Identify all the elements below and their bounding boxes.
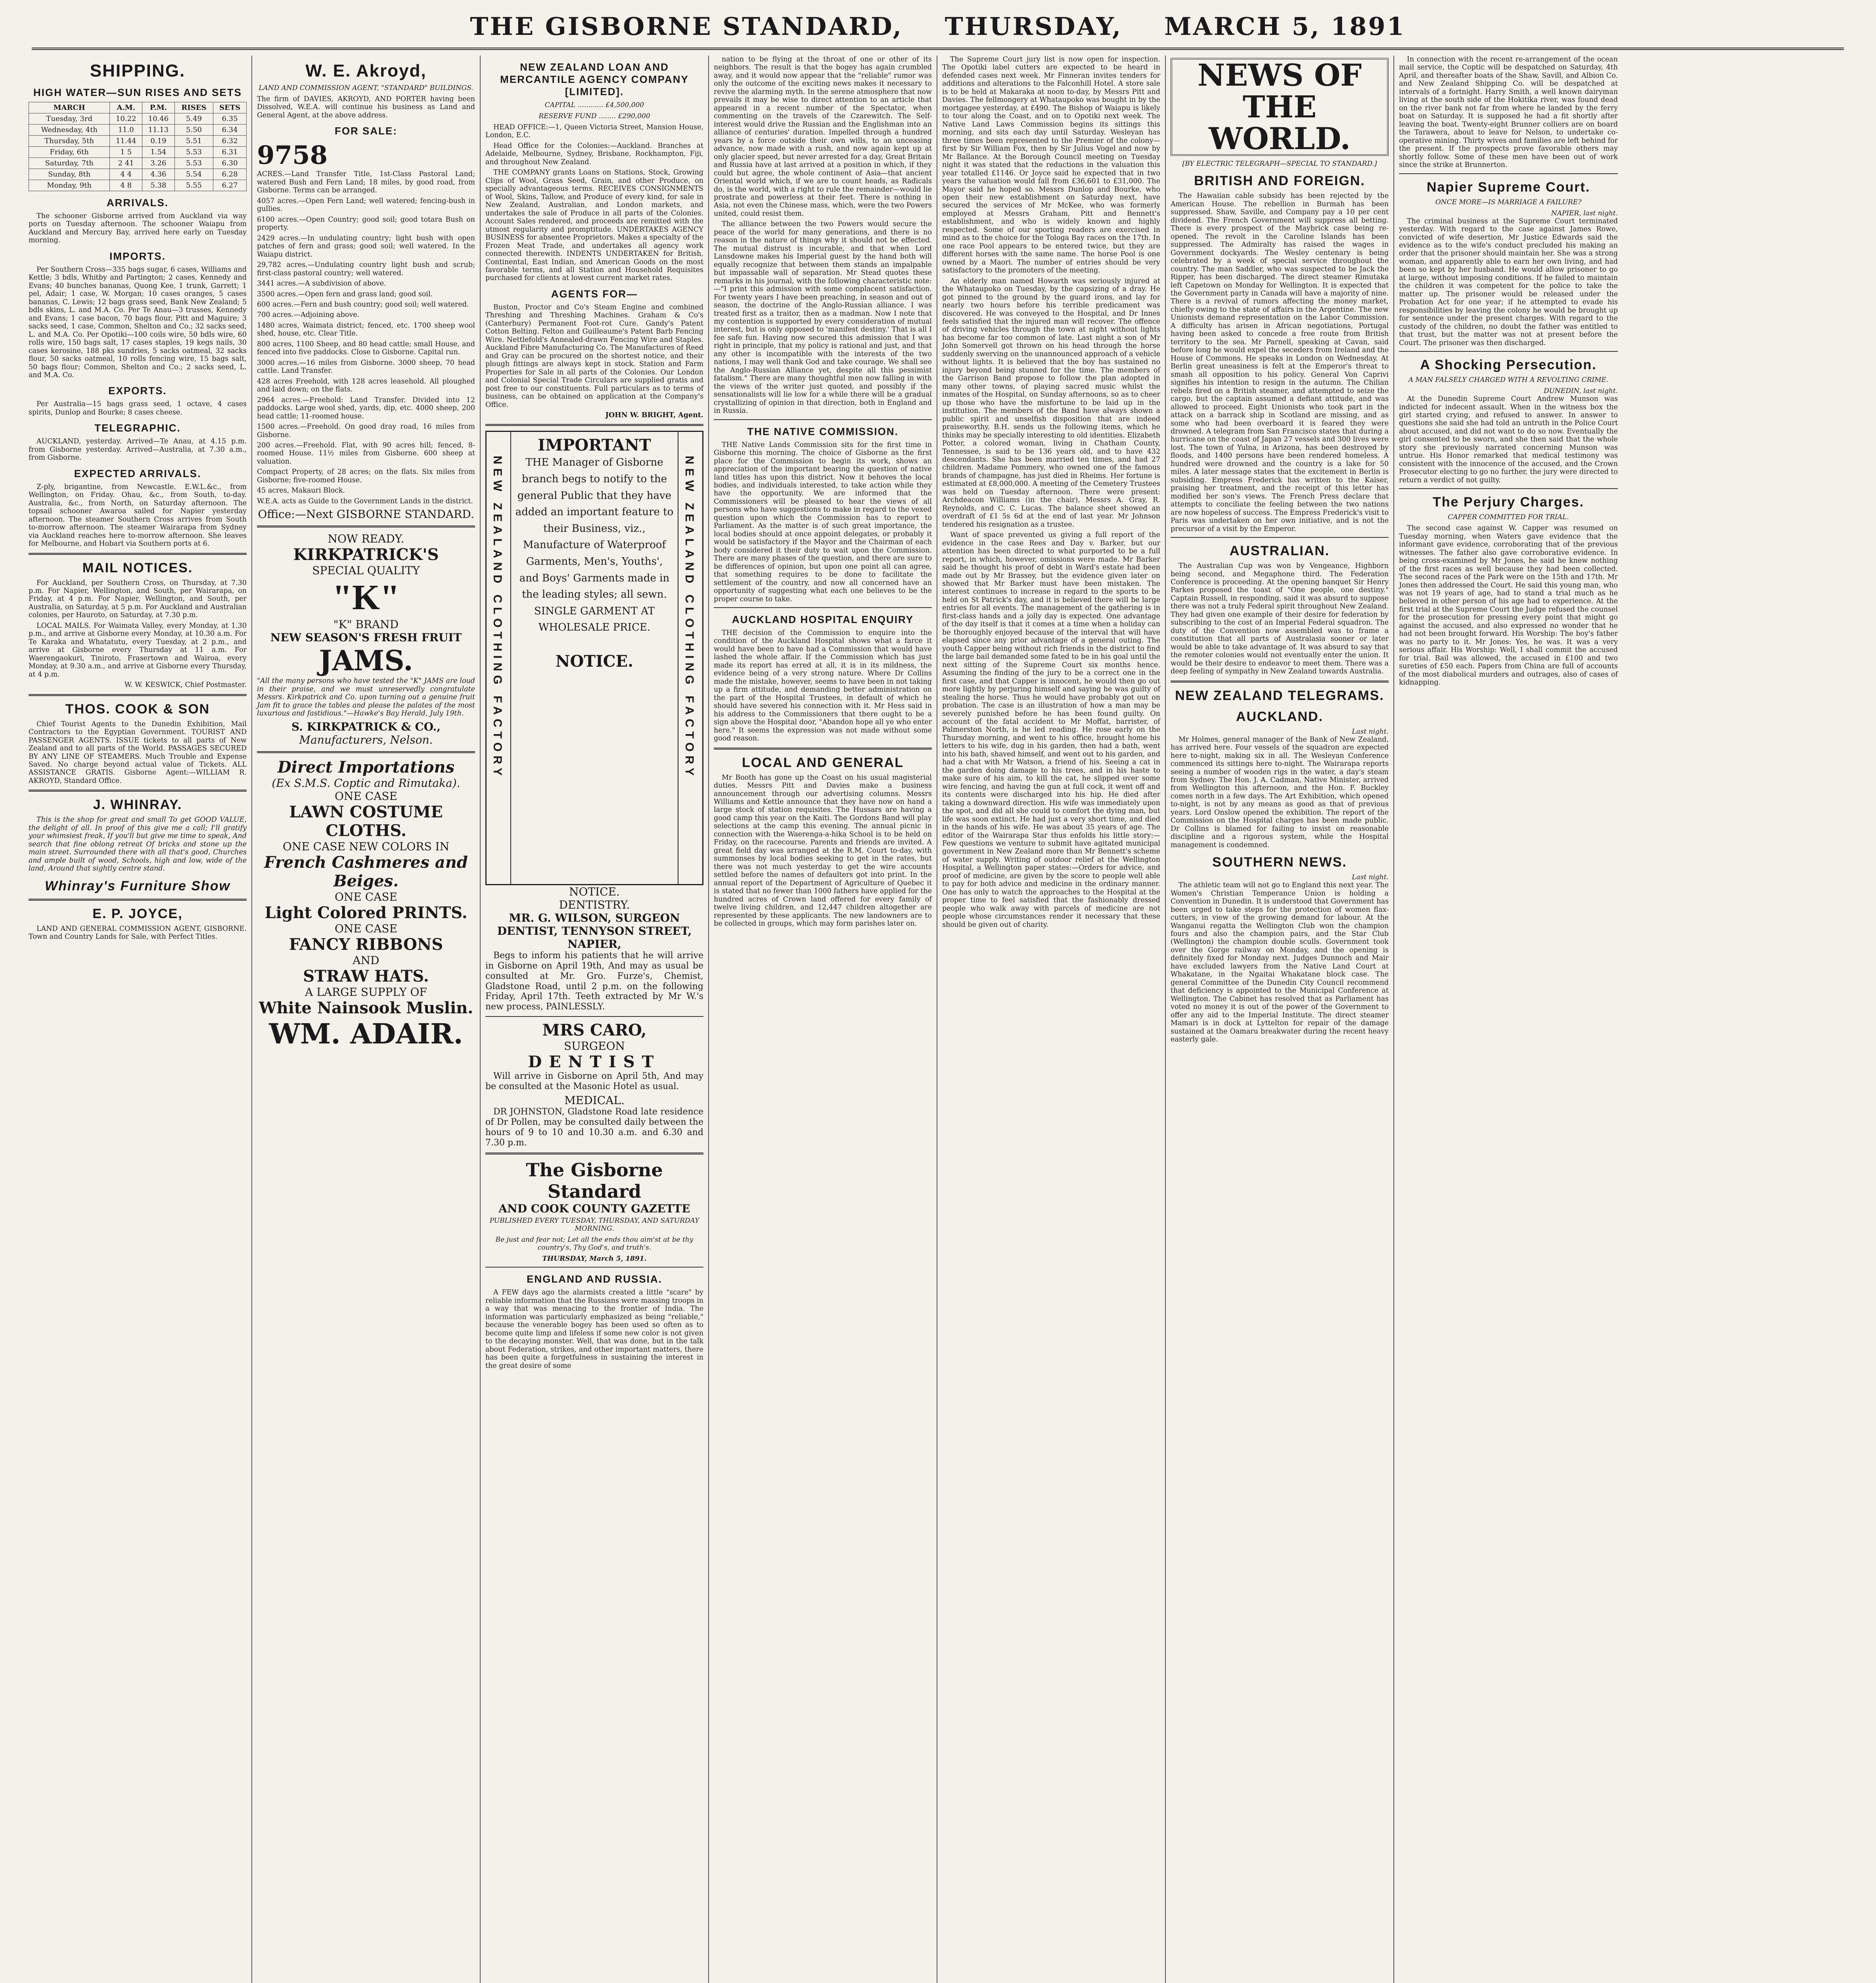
tide-table — [29, 102, 247, 191]
whinray-heading: J. WHINRAY. — [93, 797, 182, 813]
tide-cell: 6.30 — [213, 158, 247, 169]
wilson-text: Begs to inform his patients that he will arrive in Gisborne on April 19th, And may as usual be consulted at Mr. Gro. Furze's, Chemist, Gladstone Road, until 2 p.m. on the following Friday, April 17th. Teeth extracted by Mr W.'s new process, PAINLESSLY. — [485, 951, 703, 1012]
mail-text: For Auckland, per Southern Cross, on Thursday, at 7.30 p.m. For Napier, Wellington, and South, per Wairarapa, on Friday, at 4 p.m. For Napier, Wellington, and South, per Australia, on Saturday, at 5 p.m. For Auckland and Australian colonies, per Hauroto, on Saturday, at 7.30 p.m. — [29, 579, 247, 619]
reserve-line: RESERVE FUND ........ £290,000 — [538, 112, 650, 120]
divider — [714, 419, 932, 420]
tide-cell: 5.55 — [174, 180, 213, 191]
auckland-heading: AUCKLAND. — [1236, 709, 1324, 724]
tide-row — [29, 180, 247, 191]
tide-cell: 4 8 — [110, 180, 142, 191]
vertical-strip-left — [487, 432, 511, 884]
akroyd-subheading: LAND AND COMMISSION AGENT, "STANDARD" BUILDINGS. — [259, 84, 473, 92]
divider — [714, 748, 932, 750]
divider — [29, 694, 247, 696]
straw-hats: STRAW HATS. — [303, 967, 429, 986]
now-ready: NOW READY. — [328, 532, 404, 546]
england-russia-heading: ENGLAND AND RUSSIA. — [527, 1273, 662, 1285]
tide-cell: 5.53 — [174, 147, 213, 158]
local-general-cont: Want of space prevented us giving a full report of the evidence in the case Rees and Day v. Barker, but our attention has been directed to what purported to be a full report, in which, however, omissions were made. Mr Barker said he thought his proof of debt in Ward's estate had been made out by Mr Brassey, but the evidence given later on showed that Mr Barker must have been mistaken. The interest continues to increase in regard to the sports to be held on St Patrick's day, and it is believed there will be large entries for all events. The management of the gathering is in first-class hands and a jolly day is expected. One advantage of the day itself is that it comes at a time when a holiday can be thoroughly enjoyed because of the interval that will have elapsed since any prior advantage of a general outing. The youth Capper being without rich friends in the district to find the large bail demanded some fated to be in his goal until the next sitting of the Supreme Court six months hence. Assuming the finding of the jury to be a correct one in the first case, and that Capper is innocent, he would then go out more lightly by perjuring himself and saying he was guilty of stealing the horse. Thus he would have probably got out on probation. The case is an illustration of how a man may be severely punished before he has been found guilty. On account of the fatal accident to Mr Moffat, barrister, of Palmerston North, is he led reading. He rose early on the Thursday morning, and went to his office, brought home his letters to his wife, dug in his garden, then had a bath, went into his bath, shaved himself, and went out to his garden, and had a chat with Mr Watson, a friend of his. Seeing a cat in the garden doing damage to his trees, and in his haste to make sure of his aim, to kill the cat, he slipped over some wire fencing, and having the gun at full cock, it went off and its contents were discharged into his hip. He died after taking a downward direction. His wife was immediately upon the spot, and did all she could to comfort the dying man, but life was soon extinct. He had just a very short time, and died in the hands of his wife. He was about 35 years of age. The editor of the Wairarapa Star thus enfolds his little story:—Few questions we venture to submit have agitated municipal government in New Zealand more than Mr Bennett's scheme of water supply. Writing of outdoor relief at the Wellington Hospital, a Wellington paper states:—Orders for advice, and proof of medicine, are given by the score to people well able to pay for both advice and medicine in the ordinary manner. One has only to watch the approaches to the Hospital at the proper time to feel satisfied that the fashionably dressed people who walk away with parcels of medicine are not people whose circumstances render it necessary that these should be given out of charity. — [942, 531, 1160, 929]
lawn-costume: LAWN COSTUME CLOTHS. — [289, 802, 443, 840]
gazette-title: The Gisborne Standard — [526, 1159, 663, 1202]
hospital-text: THE decision of the Commission to enquire into the condition of the Auckland Hospital shows what a farce it would have been to have had a Commission that would have lashed the whole affair. If the Commission which has just made its report has erred at all, it is in its mildness, the evidence being of a very strong nature. Where Dr Collins made the mistake, however, seems to have been in not taking up a firm attitude, and demanding better administration on the part of the Hospital Trustees, in default of which he should have severed his connection with it. Mr Hess said in his address to the Commissioners that there ought to be a sign above the Hospital door, "Abandon hope all ye who enter here." It seems the expression was not made without some good reason. — [714, 629, 932, 743]
persecution-sub: A MAN FALSELY CHARGED WITH A REVOLTING CRIME. — [1408, 376, 1609, 384]
column-1 — [24, 56, 252, 1983]
tide-header-row — [29, 102, 247, 113]
for-sale-heading: FOR SALE: — [334, 125, 398, 137]
divider — [1399, 173, 1618, 174]
tide-cell: Friday, 6th — [29, 147, 110, 158]
england-russia-cont: The alliance between the two Powers would secure the peace of the world for many generations, and there is no reason in the nature of things why it should not be effected. The mutual distrust is incurable, and that when Lord Lansdowne makes his Imperial guest by the hand both will equally recognize that between them stands an impalpable but impassable wall of separation. Mr Stead quotes these remarks in his journal, with the following characteristic note:—"I print this admission with some complacent satisfaction. For twenty years I have been preaching, in season and out of season, the doctrine of the Anglo-Russian alliance. I was treated first as a traitor, then as a madman. Now I note that my contention is supported by every consideration of mutual interest, but is only opposed to 'manifest destiny.' That is all I fee safe fun. Having now secured this admission that I was right in principle, that my policy is rational and just, and that any other is incompatible with the interests of the two nations, I may well thank God and take courage. We shall see the Anglo-Russian Alliance yet, despite all this pessimist fatalism." There are many thoughtful men now falling in with the views of the writer just quoted, and possibly if the sensationalists will lie low for a while there will be a gradual crystallizing of opinion in that direction, both in England and in Russia. — [714, 220, 932, 415]
divider — [485, 1267, 703, 1268]
tide-cell: Monday, 9th — [29, 180, 110, 191]
napier-court-sub: ONCE MORE—IS MARRIAGE A FAILURE? — [1435, 198, 1582, 206]
tide-cell: 4 4 — [110, 169, 142, 180]
arrivals-text: The schooner Gisborne arrived from Auckland via way ports on Tuesday afternoon. The schooner Waiapu from Auckland and Mercury Bay, arrived here early on Tuesday morning. — [29, 212, 247, 245]
paper-name: THE GISBORNE STANDARD, — [470, 12, 903, 41]
tide-cell: 2 41 — [110, 158, 142, 169]
columns — [24, 56, 1852, 1983]
southern-news-text: The athletic team will not go to England this next year. The Women's Christian Temperance Union is holding a Convention in Dunedin. It is understood that Government has been urged to take steps for the protection of women flax-cutters, in view of the growing demand for labour. At the Wanganui regatta the Wellington Club won the champion fours and also the champion pairs, and the Star Club (Wellington) the champion double sculls. Government took over the Gorge railway on Monday, and the opening is definitely fixed for Monday next. Judges Dunnoch and Mair have excluded lawyers from the Native Land Court at Whakatane, in the Ngaitai Whakatane block case. The general Committee of the Dunedin City Council recommend that deficiency is appointed to the Municipal Conference at Wellington. The Cabinet has resolved that as Parliament has voted no money it is out of the power of the Government to offer any aid to the Imperial Institute. The direct steamer Mamari is in dock at Lyttelton for repair of the damage sustained at the Oamaru breakwater during the recent heavy easterly gale. — [1171, 881, 1389, 1044]
johnston-text: DR JOHNSTON, Gladstone Road late residence of Dr Pollen, may be consulted daily between the hours of 9 to 10 and 10.30 a.m. and 6.30 and 7.30 p.m. — [485, 1107, 703, 1148]
gazette-subtitle: AND COOK COUNTY GAZETTE — [498, 1202, 690, 1216]
perjury-heading: The Perjury Charges. — [1432, 495, 1584, 510]
sale-item: 2429 acres.—In undulating country; light bush with open patches of fern and grass; good soil; well watered. In the Waiapu district. — [257, 234, 475, 259]
imports-text: Per Southern Cross—335 bags sugar, 6 cases, Williams and Kettle; 3 bdls, Whitby and Partington; 2 cases, Kennedy and Evans; 40 bunches bananas, Quong Kee, 1 trunk, Garrett; 1 pel, Adair; 1 case, W. Morgan; 10 cases oranges, 5 cases bananas, C. Lewis; 12 bags grass seed, Bank New Zealand; 5 bdls skins, L. and M.A. Co. Per Te Anau—3 trusses, Kennedy and Evans; 1 case bacon, 70 bags flour, Pitt and Maguire; 3 sacks seed, 1 case, Common, Shelton and Co.; 32 sacks seed, L. and M.A. Co. Per Opotiki—100 coils wire, 50 bdls wire, 60 rolls wire, 150 bags salt, 17 cases staples, 19 kegs nails, 30 cases kerosine, 188 pks sundries, 5 sacks oatmeal, 32 sacks flour, 50 sacks oatmeal, 10 rolls fencing wire, 15 bags salt, 50 bags flour; Common, Shelton and Co.; 2 sacks seed, L. and M.A. Co. — [29, 265, 247, 379]
and-label: AND — [353, 953, 379, 967]
tide-row — [29, 147, 247, 158]
tide-cell: 5.49 — [174, 113, 213, 125]
whinray-show: Whinray's Furniture Show — [45, 878, 230, 894]
persecution-heading: A Shocking Persecution. — [1420, 357, 1597, 373]
tide-cell: 6.31 — [213, 147, 247, 158]
southern-news-heading: SOUTHERN NEWS. — [1212, 855, 1347, 870]
tide-cell: 6.27 — [213, 180, 247, 191]
tide-row — [29, 113, 247, 125]
divider — [1171, 537, 1389, 538]
notice-heading: NOTICE. — [555, 652, 634, 671]
british-foreign-heading: BRITISH AND FOREIGN. — [1194, 173, 1365, 189]
sale-item: 3500 acres.—Open fern and grass land; good soil. — [257, 290, 433, 298]
shipping-heading: SHIPPING. — [90, 61, 186, 81]
agents-heading: AGENTS FOR— — [551, 288, 638, 300]
australian-text: The Australian Cup was won by Vengeance, Highborn being second, and Megaphone third. The Federation Conference is proceeding. At the opening banquet Sir Henry Parkes proposed the toast of "One people, one destiny." Captain Russell, in responding, said it was absurd to suppose there was not a truly Federal spirit throughout New Zealand. They had given one example of their desire for federation by subscribing to the cost of an Imperial Federal squadron. The duty of the Convention now assembled was to frame a constitution that all parts of Australasia sooner or later would be able to take advantage of. It was absurd to say that the remoter colonies would not eventually enter the union. It would be their desire to endeavor to meet them. There was a deep feeling of sympathy in New Zealand towards Australia. — [1171, 562, 1389, 676]
tide-col-header: MARCH — [29, 102, 110, 113]
telegraphic-heading: TELEGRAPHIC. — [94, 422, 181, 434]
mail-heading: MAIL NOTICES. — [82, 560, 193, 575]
akroyd-office: Office:—Next GISBORNE STANDARD. — [258, 508, 474, 521]
sale-item: ACRES.—Land Transfer Title, 1st-Class Pastoral Land; watered Bush and Fern Land; 18 miles, by good road, from Gisborne. Terms can be arranged. — [257, 170, 475, 195]
tide-cell: 4.36 — [142, 169, 175, 180]
tide-cell: Saturday, 7th — [29, 158, 110, 169]
tide-cell: 1.54 — [142, 147, 175, 158]
sale-item: 200 acres.—Freehold. Flat, with 90 acres hill; fenced, 8-roomed House. 11½ miles from Gisborne. 600 sheep at valuation. — [257, 441, 475, 466]
tide-col-header: A.M. — [110, 102, 142, 113]
tide-cell: 11.44 — [110, 136, 142, 147]
joyce-text: LAND AND GENERAL COMMISSION AGENT, GISBORNE. Town and Country Lands for Sale, with Perfect Titles. — [29, 924, 247, 941]
k-brand-label: "K" BRAND — [333, 618, 399, 631]
england-russia-cont: nation to be flying at the throat of one or other of its neighbors. The result is that the bogey has again crumbled away, and it would now appear that the "reliable" rumor was only the outcome of the exciting news makes it necessary to revive the alarming myth. In the serene atmosphere that now prevails it may be wise to direct attention to an article that appeared in a recent number of the Spectator, when commenting on the travels of the Czarewitch. The Self-interest would drive the Russian and the Englishman into an alliance of centuries' duration. Impelled through a hundred years by a force outside their own wills, to an unceasing advance, now made with a rush, and now again kept up at only glacier speed, but never arrested for a day, Great Britain and Russia have at last arrived at a position in which, if they could but agree, the whole continent of Asia—that ancient Oriental world which, if we are to count heads, as Radicals do, is the world, with a right to rule the remainder—would lie prostrate and powerless at their feet. There is nothing in Asia, not even the Chinese mass, which, were the two Powers united, could resist them. — [714, 56, 932, 218]
australian-heading: AUSTRALIAN. — [1229, 543, 1330, 559]
light-prints: Light Colored PRINTS. — [264, 903, 468, 922]
dentistry-heading: DENTISTRY. — [559, 898, 630, 912]
tide-cell: 0.19 — [142, 136, 175, 147]
imports-heading: IMPORTS. — [109, 250, 166, 262]
tide-col-header: RISES — [174, 102, 213, 113]
tide-cell: 5.54 — [174, 169, 213, 180]
expected-text: Z-ply, brigantine, from Newcastle. E.W.L.&c., from Wellington, on Friday. Ohau, &c., from South, to-day. Australia, &c., from North, on Saturday afternoon. The topsail schooner Awaroa sailed for Napier yesterday afternoon. The steamer Southern Cross arrives from South to-morrow afternoon. The steamer Wairarapa from Sydney via Auckland reaches here to-morrow afternoon. She leaves for Melbourne, and Hobart via Southern ports at 6. — [29, 483, 247, 548]
sale-item: 428 acres Freehold, with 128 acres leasehold. All ploughed and laid down; on the flats. — [257, 377, 475, 394]
kirkpatrick-company: S. KIRKPATRICK & CO., — [291, 720, 441, 733]
telegraph-note: [BY ELECTRIC TELEGRAPH—SPECIAL TO STANDARD.] — [1182, 160, 1377, 168]
column-7 — [1394, 56, 1623, 1983]
sale-item: 29,782 acres.—Undulating country light bush and scrub; first-class pastoral country; well watered. — [257, 261, 475, 277]
large-supply: A LARGE SUPPLY OF — [305, 985, 427, 999]
postmaster-signature: W. W. KESWICK, Chief Postmaster. — [124, 681, 247, 689]
local-general-cont: An elderly man named Howarth was seriously injured at the Whataupoko on Tuesday, by the capsizing of a dray. He got pinned to the ground by the guard irons, and lay for nearly two hours before his terrible predicament was discovered. He was conveyed to the Hospital, and Dr Innes feels satisfied that the injured man will recover. The offence of driving vehicles through the town at night without lights has become far too common of late. Last night a son of Mr John Somervell got thrown on his head through the horse suddenly swerving on the unannounced approach of a vehicle without lights. It is believed that the boy has sustained no injury beyond being stunned for the time. The members of the Garrison Band propose to follow the plan adopted in many other towns, of playing sacred music whilst the inmates of the Hospital, on Sunday afternoons, so as to cheer up those who have the misfortune to be laid up in the institution. The members of the Band have always shown a public spirit and unselfish disposition that are indeed praiseworthy. B.H. sends us the following items, which he thinks may be specially interesting to old identities. Elizabeth Potter, a colored woman, living in Chatham County, Tennessee, is said to be 136 years old, and to have 432 descendants. She has been married ten times, and had 27 children. Madame Pommery, who owned one of the famous brands of champagne, has just died in Rheims. Her fortune is estimated at £8,000,000. A meeting of the Cemetery Trustees was held on Tuesday afternoon. There were present: Archdeacon Williams (in the chair), Messrs A. Gray, R. Reynolds, and C. C. Lucas. The balance sheet showed an overdraft of £1 5s 6d at the end of last year. Mr Johnson tendered his resignation as a trustee. — [942, 277, 1160, 529]
sale-item: 2964 acres.—Freehold: Land Transfer. Divided into 12 paddocks. Large wool shed, yards, dip, etc. 4000 sheep, 200 head cattle; 11-roomed house. — [257, 396, 475, 420]
tide-cell: 6.34 — [213, 125, 247, 136]
kirkpatrick-location: Manufacturers, Nelson. — [299, 733, 433, 746]
southern-news-cont: In connection with the recent re-arrangement of the ocean mail service, the Coptic will be despatched on Saturday, 4th April, and thereafter boats of the Shaw, Savill, and Albion Co. and New Zealand Shipping Co. will be despatched at intervals of a fortnight. Harry Smith, a well known dairyman living at the south side of the Hokitika river, was found dead on the river bank not far from where he landed by the ferry boat on Saturday. It is supposed he had a fit shortly after leaving the boat. Twenty-eight Brunner colliers are on board the Tarawera, about to leave for Nelson, to undertake co-operative mining. Thirty wives and families are left behind for the present. If the prospects prove favorable others may shortly follow. Some of these men have been out of work since the strike at Brunnerton. — [1399, 56, 1618, 169]
tide-cell: 1 5 — [110, 147, 142, 158]
local-general-cont: The Supreme Court jury list is now open for inspection. The Opotiki label cutters are expected to be heard in defended cases next week. Mr Finneran invites tenders for additions and alterations to the Falconhill Hotel. A store sale is to be held at Makaraka at noon to-day, by Messrs Pitt and Davies. The fellmongery at Whataupoko was bought in by the mortgagee yesterday, at £490. The Bishop of Waiapu is likely to tour along the Coast, and on to Opotiki next week. The Native Land Laws Commission begins its sittings this morning, and sits each day until Saturday. Wesleyan has three times been represented to the Premier of the colony—first by Sir William Fox, then by Sir Julius Vogel and now by Mr Ballance. At the Borough Council meeting on Tuesday night it was stated that the reductions in the valuation this year totalled £1146. Or Joyce said he expected that in two years the valuation would fall from £36,601 to £31,000. The Mayor said he hoped so. Messrs Dunlop and Bourke, who open their new establishment on Saturday next, have secured the services of Mr McKee, who was formerly employed at Messrs Graham, Pitt and Bennett's establishment, and who is widely known and highly respected. Some of our sporting readers are exercised in mind as to the choice for the Tologa Bay races on the 17th. In one race Pool appears to be entered twice, but they are different horses with the same name. The horse Pool is one owned by a Maori. The number of entries should be very satisfactory to the promoters of the meeting. — [942, 56, 1160, 275]
vertical-strip-right — [678, 432, 702, 884]
divider — [257, 525, 475, 527]
cook-text: Chief Tourist Agents to the Dunedin Exhibition, Mail Contractors to the Egyptian Government. TOURIST AND PASSENGER AGENTS. ISSUE tickets to all parts of New Zealand and to all parts of the World. PASSAGES SECURED BY ANY LINE OF STEAMERS. Much Trouble and Expense Saved. No charge beyond actual value of Tickets. ALL ASSISTANCE GRATIS. Gisborne Agent:—WILLIAM R. AKROYD, Standard Office. — [29, 720, 247, 785]
divider — [485, 424, 703, 426]
direct-importations-sub: (Ex S.M.S. Coptic and Rimutaka). — [272, 776, 460, 790]
special-quality: SPECIAL QUALITY — [312, 564, 420, 577]
tide-cell: 5.51 — [174, 136, 213, 147]
tide-col-header: P.M. — [142, 102, 175, 113]
nz-telegrams-heading: NEW ZEALAND TELEGRAMS. — [1175, 688, 1384, 703]
divider — [485, 1016, 703, 1017]
hospital-heading: AUCKLAND HOSPITAL ENQUIRY — [732, 614, 914, 625]
column-4 — [709, 56, 937, 1983]
divider — [29, 553, 247, 555]
news-of-world-banner: NEWS OF THE WORLD. — [1171, 58, 1389, 156]
clothing-factory-ad — [485, 431, 703, 885]
cook-heading: THOS. COOK & SON — [65, 701, 210, 717]
sale-item: 600 acres.—Fern and bush country; good soil; well watered. — [257, 300, 469, 309]
published-line: PUBLISHED EVERY TUESDAY, THURSDAY, AND SATURDAY MORNING. — [489, 1217, 699, 1233]
sale-item: 3000 acres.—16 miles from Gisborne. 3000 sheep, 70 head cattle. Land Transfer. — [257, 359, 475, 375]
tide-cell: 5.50 — [174, 125, 213, 136]
sale-item: 700 acres.—Adjoining above. — [257, 311, 360, 319]
jams-heading: JAMS. — [319, 644, 413, 677]
perjury-sub: CAPPER COMMITTED FOR TRIAL. — [1448, 513, 1569, 522]
exports-heading: EXPORTS. — [108, 385, 167, 397]
local-general-text: Mr Booth has gone up the Coast on his usual magisterial duties. Messrs Pitt and Davies make a business announcement through our advertising columns. Messrs Williams and Kettle announce that they have now on hand a large stock of station requisites. The Hussars are having a good camp this year on the Kaiti. The Gordons Band will play selections at the camp this evening. The annual picnic in connection with the Waerenga-a-hika School is to be held on Friday, on the racecourse. Parents and friends are invited. A great field day was arranged at the R.M. Court to-day, with summonses by local bodies seeking to get in the rates, but there was not much yesterday to get the wire accounts settled before the names of defaulters got into print. In the annual report of the Department of Agriculture of Quebec it is stated that no fewer than 1000 fathers have applied for the hundred acres of Crown land offered for every family of twelve living children, and 12,447 children altogether are represented by these applicants. The new landowners are to be collected in groups, which may form parishes later on. — [714, 773, 932, 928]
divider — [714, 607, 932, 608]
bright-signature: JOHN W. BRIGHT, Agent. — [605, 411, 703, 419]
nz-loan-heading: NEW ZEALAND LOAN AND MERCANTILE AGENCY COMPANY [LIMITED]. — [500, 61, 689, 98]
caro-heading: MRS CARO, — [542, 1020, 647, 1039]
column-3 — [481, 56, 709, 1983]
notice-heading: NOTICE. — [569, 885, 620, 899]
tide-row — [29, 169, 247, 180]
sale-number: 9758 — [257, 140, 328, 171]
divider — [29, 790, 247, 792]
kirkpatrick-testimonial: "All the many persons who have tested the "K" JAMS are loud in their praise, and we must unreservedly congratulate Messrs. Kirkpatrick and Co. upon turning out a genuine fruit Jam fit to grace the tables and please the palates of the most luxurious and fastidious."—Hawke's Bay Herald, July 19th. — [257, 677, 475, 718]
tide-cell: Tuesday, 3rd — [29, 113, 110, 125]
sale-item: 800 acres, 1100 Sheep, and 80 head cattle; small House, and fenced into five paddocks. Close to Gisborne. Capital run. — [257, 340, 475, 357]
tide-cell: 6.35 — [213, 113, 247, 125]
tide-cell: 3.26 — [142, 158, 175, 169]
persecution-dateline: DUNEDIN, last night. — [1543, 387, 1618, 395]
paper-date: MARCH 5, 1891 — [1164, 12, 1406, 41]
napier-court-text: The criminal business at the Supreme Court terminated yesterday. With regard to the case against James Rowe, convicted of wife desertion, Mr Justice Edwards said the evidence as to the wife's conduct precluded his making an order that the prisoner should maintain her. She was a strong woman, and apparently able to earn her own living, and had been so kept by her husband. He would allow prisoner to go at large, without imposing conditions. If he failed to maintain the children it was competent for the police to take the matter up. The prisoner would be released under the Probation Act for one year; if he attempted to evade his responsibilities by leaving the colony he would be brought up for sentence under the present charges. With regard to the custody of the children, no doubt the father was entitled to that trust, but the matter was not at present before the Court. The prisoner was then discharged. — [1399, 217, 1618, 347]
nainsook-muslin: White Nainsook Muslin. — [259, 998, 473, 1017]
k-brand-letter: "K" — [332, 578, 400, 618]
tide-row — [29, 125, 247, 136]
divider — [485, 1153, 703, 1155]
tide-col-header: SETS — [213, 102, 247, 113]
vertical-strip-text: NEW ZEALAND CLOTHING FACTORY — [683, 456, 696, 780]
caro-surgeon: SURGEON — [563, 1039, 625, 1053]
tide-cell: 10.46 — [142, 113, 175, 125]
native-commission-text: THE Native Lands Commission sits for the first time in Gisborne this morning. The choice of Gisborne as the first place for the Commission to begin its work, shows an appreciation of the important bearing the question of native land titles has upon this district. Now it behoves the local bodies, and individuals interested, to take action while they have the opportunity. We are informed that the Commissioners will be pleased to hear the views of all persons who have suggestions to make in regard to the vexed question upon which the Commission has to report to Parliament. As the matter is of such great importance, the local bodies should at once appoint delegates, or probably it would be satisfactory if the Mayor and the Chairman of each body considered it their duty to wait upon the Commission. There are many phases of the question, and there are sure to be differences of opinion, but upon one point all can agree, that something requires to be done to facilitate the settlement of the country, and now all concerned have an opportunity of suggesting what each one believes to be the proper course to take. — [714, 441, 932, 603]
akroyd-note: W.E.A. acts as Guide to the Government Lands in the district. — [257, 497, 473, 505]
tide-cell: 10.22 — [110, 113, 142, 125]
new-colors: ONE CASE NEW COLORS IN — [282, 840, 450, 853]
direct-importations-heading: Direct Importations — [277, 758, 455, 777]
colonial-office: Head Office for the Colonies:—Auckland. Branches at Adelaide, Melbourne, Sydney, Brisbane, Rockhampton, Fiji, and throughout New Zealand. — [485, 142, 703, 166]
sale-item: Compact Property, of 28 acres; on the flats. Six miles from Gisborne; five-roomed House. — [257, 468, 475, 484]
column-5 — [937, 56, 1166, 1983]
tide-cell: Sunday, 8th — [29, 169, 110, 180]
fancy-ribbons: FANCY RIBBONS — [289, 935, 443, 954]
tide-cell: Thursday, 5th — [29, 136, 110, 147]
tide-cell: 5.53 — [174, 158, 213, 169]
divider — [257, 751, 475, 753]
joyce-heading: E. P. JOYCE, — [92, 906, 183, 921]
divider — [1399, 351, 1618, 352]
kirkpatrick-heading: KIRKPATRICK'S — [293, 545, 439, 564]
sale-item: 1500 acres.—Freehold. On good dray road, 16 miles from Gisborne. — [257, 423, 475, 439]
sale-item: 45 acres, Makauri Block. — [257, 487, 345, 495]
telegraphic-text: AUCKLAND, yesterday. Arrived—Te Anau, at 4.15 p.m. from Gisborne yesterday. Arrived—Australia, at 7.30 a.m., from Gisborne. — [29, 437, 247, 462]
local-mails-text: LOCAL MAILS. For Waimata Valley, every Monday, at 1.30 p.m., and arrive at Gisborne every Monday, at 10.30 a.m. For Te Karaka and Whatatutu, every Tuesday, at 2 p.m., and arrive at Gisborne every Thursday at 11 a.m. For Waerengaokuri, Tiniroto, Frasertown and Wairoa, every Monday, at 9.30 a.m., and arrive at Gisborne every Thursday, at 4 p.m. — [29, 621, 247, 679]
one-case: ONE CASE — [334, 789, 398, 803]
vertical-strip-text: NEW ZEALAND CLOTHING FACTORY — [491, 456, 504, 780]
company-text: THE COMPANY grants Loans on Stations, Stock, Growing Clips of Wool, Grass Seed, Grain, and other Produce, on specially advantageous terms. RECEIVES CONSIGNMENTS of Wool, Skins, Tallow, and Produce of every kind, for sale in New Zealand, Australian, and London markets, and undertakes the sale of Produce in all parts of the Colonies. Account Sales rendered, and proceeds are remitted with the utmost regularity and promptitude. UNDERTAKES AGENCY BUSINESS for absentee Proprietors. Makes a specialty of the Frozen Meat Trade, and undertakes all agency work connected therewith. INDENTS UNDERTAKEN for British, Continental, East Indian, and American Goods on the most favorable terms, and all Station and Household Requisites purchased for clients at lowest current market rates. — [485, 169, 703, 282]
column-2 — [252, 56, 481, 1983]
caro-dentist: DENTIST — [528, 1052, 661, 1071]
england-russia-text: A FEW days ago the alarmists created a little "scare" by reliable information that the Russians were massing troops in a way that was menacing to the frontier of India. The information was particularly emphasized as being "reliable," because the venerable bogey has been used so often as to become quite limp and lifeless if some new color is not given to the decaying monster. Well, that was done, but in the talk about Federation, strikes, and other important matters, there has been quite a forgetfulness in sustaining the interest in the great desire of some — [485, 1289, 703, 1370]
tide-cell: 6.28 — [213, 169, 247, 180]
divider — [29, 899, 247, 901]
tide-cell: 6.32 — [213, 136, 247, 147]
southern-dateline: Last night. — [1352, 873, 1389, 882]
one-case: ONE CASE — [334, 890, 398, 903]
issue-date: THURSDAY, March 5, 1891. — [542, 1255, 647, 1263]
tide-row — [29, 136, 247, 147]
auckland-dateline: Last night. — [1352, 727, 1389, 736]
divider — [1399, 488, 1618, 489]
important-heading: IMPORTANT — [538, 436, 651, 455]
clothing-factory-body — [511, 432, 678, 884]
masthead — [32, 12, 1844, 50]
expected-heading: EXPECTED ARRIVALS. — [74, 467, 201, 479]
tide-row — [29, 158, 247, 169]
napier-court-heading: Napier Supreme Court. — [1426, 179, 1590, 195]
napier-dateline: NAPIER, last night. — [1551, 209, 1618, 217]
exports-text: Per Australia—15 bags grass seed, 1 octave, 4 cases spirits, Dunlop and Bourke; 8 cases cheese. — [29, 400, 247, 416]
native-commission-heading: THE NATIVE COMMISSION. — [747, 425, 899, 437]
tide-cell: 5.38 — [142, 180, 175, 191]
local-general-heading: LOCAL AND GENERAL — [742, 755, 904, 770]
wilson-heading: MR. G. WILSON, SURGEON DENTIST, TENNYSON STREET, NAPIER, — [497, 911, 692, 951]
tide-cell: 11.13 — [142, 125, 175, 136]
akroyd-heading: W. E. Akroyd, — [305, 61, 427, 81]
paper-day: THURSDAY, — [945, 12, 1123, 41]
french-cashmeres: French Cashmeres and Beiges. — [264, 853, 468, 890]
caro-text: Will arrive in Gisborne on April 5th, And may be consulted at the Masonic Hotel as usual. — [485, 1071, 703, 1091]
adair-name: WM. ADAIR. — [269, 1017, 463, 1050]
whinray-verse: This is the shop for great and small To get GOOD VALUE, the delight of all. In proof of this give me a call; I'll gratify your whimsiest freak, If you'll but give me time to speak, And search that fine oblong retreat Of bricks and stone up the main street. Surrounded there with all that's good, Churches and ample built of wood, Schools, high and low, wide of the land, Around that sightly centre stand. — [29, 816, 247, 873]
british-foreign-text: The Hawaiian cable subsidy has been rejected by the American House. The rebellion in Burmah has been suppressed. Shaw, Saville, and Company pay a 10 per cent dividend. The French Government will suppress all betting. There is every prospect of the Maybrick case being re-opened. The revolt in the Caroline Islands has been suppressed. The Admiralty has raised the wages in Government dockyards. The Wesley centenary is being celebrated by a week of special service throughout the country. The man Saddler, who was suspected to be Jack the Ripper, has been discharged. The direct steamer Rimutaka left Capetown on Monday for Wellington. It is expected that the Government party in Canada will have a majority of nine. There is a revival of rumors affecting the money market, chiefly owing to the state of affairs in the Argentine. The new Unionists demand representation on the Labor Commission. A difficulty has arisen in African negotiations, Portugal having been asked to concede a free route from British territory to the sea. Mr Parnell, speaking at Cavan, said before long he would expel the seceders from Ireland and the House of Commons. He speaks in London on Wednesday. At Berlin great uneasiness is felt at the Emperor's threat to smash all opposition to his policy. General Von Caprivi signifies his intention to resign in the autumn. The Chilian rebels fired on a British steamer, and attempted to seize the cargo, but the captain assumed a defiant attitude, and was allowed to proceed. Eight Unionists who took part in the attack on a barrack ship in Scotland are missing, and as some who had been overboard it is feared they were drowned. A telegram from San Francisco states that during a hurricane on the coast of Japan 27 vessels and 300 lives were lost. The town of Yulna, in Arizona, has been destroyed by floods, and 1400 persons have been rendered homeless. A hundred were drowned and the country is a lake for 50 miles. A later message states that the excitement in Berlin is subsiding. Empress Frederick has written to the Kaiser, praising her treatment, and the receipt of this letter has modified her son's views. The French Press declare that attempts to conciliate the feeling between the two nations are now hopeless of success. The Empress Frederick's visit to Paris was undertaken on her own initiative, and is not the precursor of a visit by the Emperor. — [1171, 192, 1389, 533]
capital-line: CAPITAL ............ £4,500,000 — [544, 101, 644, 109]
tide-cell: Wednesday, 4th — [29, 125, 110, 136]
motto: Be just and fear not; Let all the ends thou aim'st at be thy country's, Thy God's, and truth's. — [495, 1236, 694, 1252]
column-6 — [1166, 56, 1394, 1983]
persecution-text: At the Dunedin Supreme Court Andrew Munson was indicted for indecent assault. When in the witness box the girl started crying, and refused to answer. In answer to questions she said she had told an untruth in the Police Court about accused, and did not want to do so now. Eventually the girl consented to be sworn, and she then said that the whole story she previously narrated concerning Munson was untrue. His Honor remarked that medical testimony was consistent with the innocence of the accused, and the Crown Prosecutor electing to go no further, the jury were directed to return a verdict of not guilty. — [1399, 395, 1618, 484]
sale-item: 1480 acres, Waimata district; fenced, etc. 1700 sheep wool shed, house, etc. Clear Title. — [257, 321, 475, 338]
fresh-fruit: NEW SEASON'S FRESH FRUIT — [270, 631, 462, 644]
auckland-text: Mr Holmes, general manager of the Bank of New Zealand, has arrived here. Four vessels of the squadron are expected here to-night, making six in all. The Wesleyan Conference commenced its sittings here to-night. The Wairarapa reports seeing a number of wooden rigs in the water, a day's steam from Sydney. The Hon. J. A. Cadman, Native Minister, arrived from Wellington this afternoon, and the Hon. F. Buckley comes north in a few days. The Art Exhibition, which opened to-night, is not by any means as good as that of previous years. Lord Onslow opened the exhibition. The report of the Commission on the Hospital charges has been made public. Dr Collins is blamed for failing to insist on reasonable discipline and a rigorous system, while the Hospital management is condemned. — [1171, 735, 1389, 849]
akroyd-text: The firm of DAVIES, AKROYD, AND PORTER having been Dissolved, W.E.A. will continue his business as Land and General Agent, at the above address. — [257, 95, 475, 119]
head-office: HEAD OFFICE:—1, Queen Victoria Street, Mansion House, London, E.C. — [485, 123, 703, 140]
tide-cell: 11.0 — [110, 125, 142, 136]
important-text: THE Manager of Gisborne branch begs to notify to the general Public that they have added an important feature to their Business, viz., Manufacture of Waterproof Garments, Men's, Youths', and Boys' Garments made in the leading styles; all sewn. SINGLE GARMENT AT WHOLESALE PRICE. — [515, 456, 674, 634]
agents-text: Buston, Proctor and Co's Steam Engine and combined Threshing and Threshing Machines. Graham & Co's (Canterbury) Permanent Foot-rot Cure. Gandy's Patent Cotton Belting. Felton and Guilleaume's Patent Barb Fencing Wire. Nettlefold's Annealed-drawn Fencing Wire and Staples. Auckland Fibre Manufacturing Co. The Manufactures of Reed and Gray can be procured on the shortest notice, and their plough fittings are always kept in stock. Station and Farm Properties for Sale in all parts of the Colonies. Our London and Colonial Special Trade Circulars are supplied gratis and post free to our constituents. Full particulars as to terms of business, can be obtained on application at the Company's Office. — [485, 303, 703, 409]
divider — [1171, 681, 1389, 683]
medical-heading: MEDICAL. — [564, 1094, 625, 1107]
sale-item: 3441 acres.—A subdivision of above. — [257, 280, 386, 288]
tide-heading: HIGH WATER—SUN RISES AND SETS — [33, 86, 242, 98]
perjury-text: The second case against W. Capper was resumed on Tuesday morning, when Waters gave evidence that the informant gave evidence, corroborating that of the previous witnesses. The father also gave corroborative evidence. In being cross-examined by Mr Jones, he said he knew nothing of the first races as well because they had been collected. The second races of the Park were on the 15th and 17th. Mr Jones then addressed the Court. He said this young man, who was not 19 years of age, had to stand a trial much as he believed in other person of his age had to experience. At the first trial at the Supreme Court the Judge refused the counsel for the prosecution for pressing every point that might go against the accused, and also expressed no wonder that he had not been brought forward. His Worship: The boy's father was no party to it. Mr Jones: Yes, he was. It was a very serious affair. His Worship: Well, I shall commit the accused for trial. Bail was allowed, the accused in £100 and two sureties of £50 each. Papers from China are full of accounts of the most diabolical murders and outrages, also of cases of kidnapping. — [1399, 524, 1618, 687]
one-case: ONE CASE — [334, 922, 398, 935]
sale-item: 4057 acres.—Open Fern Land; well watered; fencing-bush in gullies. — [257, 197, 475, 213]
arrivals-heading: ARRIVALS. — [106, 197, 169, 209]
sale-item: 6100 acres.—Open Country; good soil; good totara Bush on property. — [257, 215, 475, 232]
